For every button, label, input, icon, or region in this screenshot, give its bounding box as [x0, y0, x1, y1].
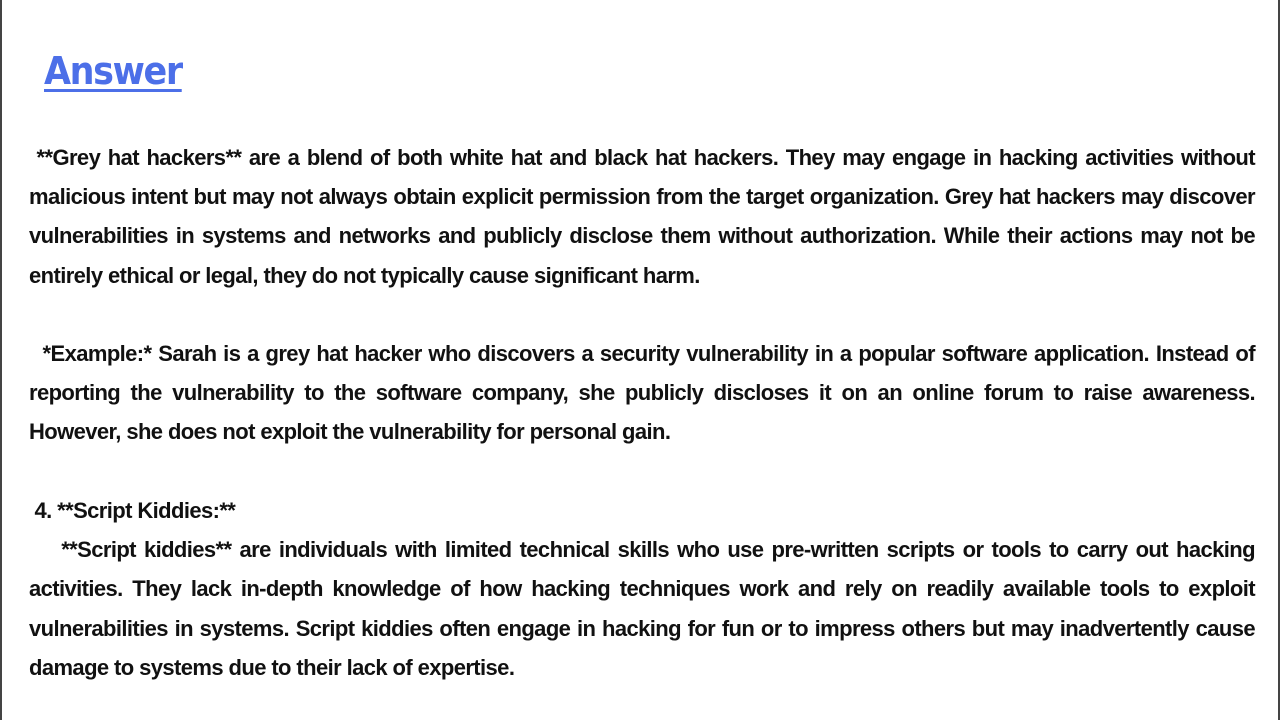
script-kiddies-paragraph: 4. **Script Kiddies:** **Script kiddies** are individuals with limited technical skills who use pre-written scripts or tools to carry out hacking activities. They lack in-depth knowledge of how hacking techniques work and rely on readily available tools to exploit vulnerabilities in systems. Script kiddies often engage in hacking for fun or to impress others but may inadvertently cause damage to systems due to their lack of expertise. — [29, 498, 1255, 680]
example-paragraph: *Example:* Sarah is a grey hat hacker who discovers a security vulnerability in a popular software application. Instead of reporting the vulnerability to the software company, she publicly discloses it on an online forum to raise awareness. However, she does not exploit the vulnerability for personal gain. — [29, 341, 1261, 445]
grey-hat-paragraph: **Grey hat hackers** are a blend of both white hat and black hat hackers. They may engage in hacking activities without malicious intent but may not always obtain explicit permission from the target organization. Grey hat hackers may discover vulnerabilities in systems and networks and publicly disclose them without authorization. While their actions may not be entirely ethical or legal, they do not typically cause significant harm. — [29, 145, 1261, 288]
answer-heading: Answer — [44, 49, 182, 93]
